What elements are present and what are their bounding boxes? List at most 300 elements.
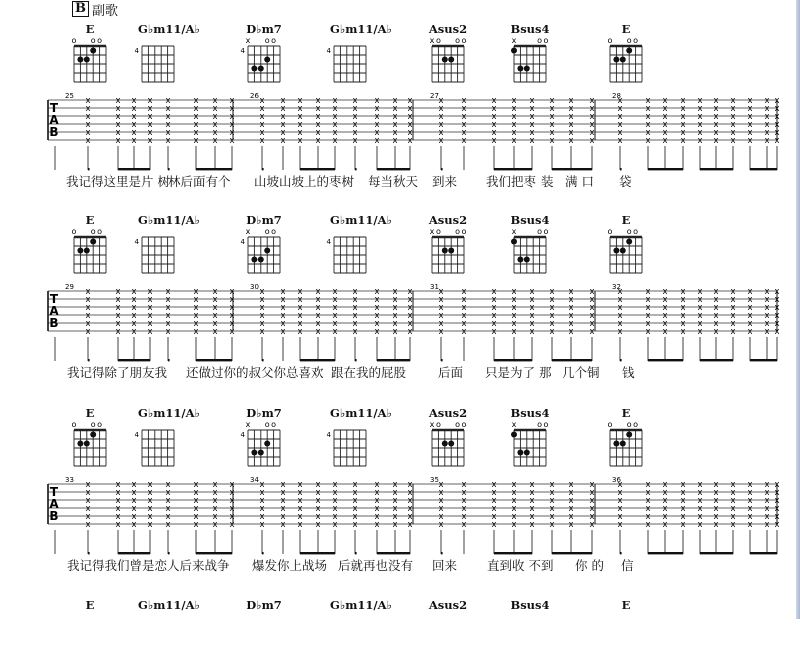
muted-note: x — [617, 488, 623, 498]
muted-note: x — [549, 96, 555, 106]
lyric-fragment: 我记得除了朋友我 — [67, 365, 168, 380]
muted-note: x — [297, 287, 303, 297]
muted-note: x — [229, 504, 235, 514]
lyric-fragment: 装 — [541, 174, 554, 189]
chord-name: Bsus4 — [510, 213, 550, 227]
muted-note: x — [392, 311, 398, 321]
finger-dot — [517, 66, 523, 72]
muted-note: x — [259, 136, 265, 146]
muted-note: x — [568, 295, 574, 305]
muted-note: x — [392, 319, 398, 329]
muted-note: x — [193, 295, 199, 305]
chord-grid — [430, 420, 467, 466]
section-name: 副歌 — [92, 3, 119, 19]
muted-note: x — [438, 496, 444, 506]
muted-note: x — [662, 504, 668, 514]
lyric-fragment: 回来 — [432, 558, 458, 573]
muted-note: x — [589, 96, 595, 106]
chord-diagrams — [0, 598, 800, 668]
open-string-mark: o — [607, 420, 613, 429]
muted-note: x — [589, 496, 595, 506]
muted-note: x — [193, 504, 199, 514]
muted-note: x — [589, 136, 595, 146]
muted-note: x — [680, 136, 686, 146]
muted-note: x — [730, 520, 736, 530]
muted-note: x — [491, 136, 497, 146]
muted-note: x — [165, 496, 171, 506]
chord-grid — [511, 420, 549, 466]
muted-note: x — [438, 319, 444, 329]
muted-note: x — [747, 128, 753, 138]
muted-note: x — [374, 303, 380, 313]
lyric-fragment: 几个铜 — [562, 365, 600, 380]
muted-note: x — [491, 112, 497, 122]
measure-number: 28 — [612, 92, 621, 100]
beam — [700, 168, 733, 170]
muted-note: x — [212, 287, 218, 297]
muted-note: x — [407, 303, 413, 313]
muted-note: x — [297, 488, 303, 498]
muted-note: x — [352, 512, 358, 522]
muted-note: x — [165, 303, 171, 313]
chord-name: G♭m11/A♭ — [330, 22, 392, 36]
muted-note: x — [131, 287, 137, 297]
muted-note: x — [774, 327, 780, 337]
muted-note: x — [280, 480, 286, 490]
muted-note: x — [774, 480, 780, 490]
muted-note: x — [491, 311, 497, 321]
muted-note: x — [589, 520, 595, 530]
muted-note: x — [131, 136, 137, 146]
muted-note: x — [461, 96, 467, 106]
finger-dot — [620, 248, 626, 254]
muted-note: x — [697, 496, 703, 506]
muted-note: x — [147, 327, 153, 337]
finger-dot — [77, 441, 83, 447]
chord-name: Asus2 — [428, 213, 468, 227]
muted-note: x — [229, 303, 235, 313]
muted-note: x — [697, 96, 703, 106]
chord-grid — [608, 420, 642, 466]
muted-note: x — [511, 295, 517, 305]
muted-note: x — [549, 136, 555, 146]
muted-note: x — [747, 96, 753, 106]
muted-note: x — [568, 496, 574, 506]
muted-note: x — [193, 496, 199, 506]
muted-note: x — [549, 520, 555, 530]
muted-note: x — [549, 512, 555, 522]
muted-note: x — [645, 303, 651, 313]
muted-note: x — [259, 488, 265, 498]
muted-note: x — [85, 488, 91, 498]
muted-note: x — [392, 136, 398, 146]
muted-note: x — [392, 287, 398, 297]
muted-note: x — [645, 287, 651, 297]
muted-note: x — [697, 303, 703, 313]
muted-note: x — [697, 112, 703, 122]
muted-note: x — [212, 128, 218, 138]
beam — [552, 359, 592, 361]
muted-note: x — [568, 520, 574, 530]
muted-note: x — [332, 311, 338, 321]
muted-note: x — [529, 287, 535, 297]
muted-note: x — [730, 96, 736, 106]
muted-note: x — [332, 488, 338, 498]
section-marker — [72, 0, 118, 18]
open-string-mark: o — [455, 420, 461, 429]
muted-note: x — [165, 295, 171, 305]
muted-note: x — [747, 136, 753, 146]
muted-note: x — [407, 136, 413, 146]
beam — [494, 168, 532, 170]
muted-note: x — [297, 504, 303, 514]
muted-note: x — [193, 520, 199, 530]
muted-note: x — [229, 496, 235, 506]
muted-note: x — [165, 480, 171, 490]
muted-note: x — [374, 488, 380, 498]
muted-note: x — [461, 480, 467, 490]
tab-clef-letter: B — [49, 316, 59, 330]
muted-note: x — [747, 120, 753, 130]
muted-note: x — [332, 520, 338, 530]
muted-note: x — [491, 504, 497, 514]
muted-note: x — [115, 96, 121, 106]
muted-note: x — [697, 287, 703, 297]
finger-dot — [258, 66, 264, 72]
muted-note: x — [747, 104, 753, 114]
lyric-fragment: 只是为了 那 — [485, 365, 552, 380]
muted-note: x — [461, 295, 467, 305]
muted-note: x — [280, 104, 286, 114]
finger-dot — [77, 57, 83, 63]
muted-note: x — [259, 496, 265, 506]
muted-note: x — [713, 136, 719, 146]
finger-dot — [442, 248, 448, 254]
finger-dot — [448, 248, 454, 254]
muted-note: x — [549, 496, 555, 506]
open-string-mark: o — [97, 36, 103, 45]
muted-note: x — [680, 504, 686, 514]
beam — [648, 359, 683, 361]
muted-note: x — [352, 520, 358, 530]
muted-note: x — [774, 136, 780, 146]
finger-dot — [448, 441, 454, 447]
muted-note: x — [680, 319, 686, 329]
muted-note: x — [352, 112, 358, 122]
muted-note: x — [280, 295, 286, 305]
open-string-mark: o — [455, 227, 461, 236]
muted-note: x — [730, 311, 736, 321]
muted-note: x — [589, 104, 595, 114]
muted-note: x — [730, 512, 736, 522]
muted-note: x — [352, 496, 358, 506]
muted-note: x — [392, 104, 398, 114]
muted-note: x — [645, 504, 651, 514]
muted-note: x — [85, 520, 91, 530]
muted-note: x — [229, 311, 235, 321]
muted-note: x — [297, 512, 303, 522]
muted-note: x — [315, 512, 321, 522]
muted-note: x — [438, 287, 444, 297]
muted-note: x — [259, 104, 265, 114]
muted-note: x — [147, 104, 153, 114]
muted-note: x — [85, 136, 91, 146]
muted-note: x — [529, 104, 535, 114]
muted-note: x — [491, 96, 497, 106]
muted-note: x — [259, 96, 265, 106]
muted-note: x — [212, 136, 218, 146]
muted-note: x — [491, 327, 497, 337]
muted-note: x — [332, 104, 338, 114]
muted-note: x — [165, 104, 171, 114]
muted-note: x — [280, 327, 286, 337]
muted-note: x — [662, 128, 668, 138]
muted-note: x — [662, 112, 668, 122]
lyric-fragment: 直到收 不到 — [487, 558, 554, 573]
muted-note: x — [85, 112, 91, 122]
finger-dot — [524, 450, 530, 456]
muted-note: x — [297, 96, 303, 106]
muted-note: x — [332, 96, 338, 106]
muted-note: x — [131, 480, 137, 490]
muted-note: x — [315, 480, 321, 490]
muted-note: x — [529, 96, 535, 106]
muted-note: x — [491, 480, 497, 490]
muted-note: x — [259, 303, 265, 313]
lyric-fragment: 袋 — [619, 174, 632, 189]
muted-note: x — [680, 512, 686, 522]
section-letter: B — [72, 1, 89, 17]
muted-note: x — [680, 96, 686, 106]
beam — [750, 552, 777, 554]
muted-note: x — [617, 512, 623, 522]
muted-note: x — [280, 112, 286, 122]
muted-note: x — [259, 504, 265, 514]
muted-note: x — [229, 319, 235, 329]
muted-note: x — [617, 96, 623, 106]
muted-note: x — [747, 488, 753, 498]
muted-note: x — [115, 488, 121, 498]
muted-note: x — [165, 327, 171, 337]
muted-note: x — [315, 520, 321, 530]
muted-note: x — [774, 488, 780, 498]
muted-note: x — [568, 319, 574, 329]
muted-note: x — [193, 488, 199, 498]
open-string-mark: o — [455, 36, 461, 45]
muted-note: x — [697, 311, 703, 321]
muted-note: x — [730, 136, 736, 146]
muted-note: x — [568, 504, 574, 514]
muted-note: x — [147, 496, 153, 506]
tab-staff — [0, 90, 800, 170]
muted-note: x — [764, 96, 770, 106]
muted-note: x — [549, 128, 555, 138]
chord-name: G♭m11/A♭ — [138, 22, 200, 36]
muted-note: x — [315, 112, 321, 122]
muted-note: x — [529, 504, 535, 514]
muted-note: x — [461, 327, 467, 337]
chord-name: E — [621, 213, 631, 227]
muted-note: x — [85, 120, 91, 130]
muted-note: x — [589, 480, 595, 490]
muted-note: x — [529, 520, 535, 530]
muted-note: x — [131, 496, 137, 506]
muted-note: x — [774, 295, 780, 305]
muted-note: x — [438, 120, 444, 130]
muted-note: x — [774, 319, 780, 329]
beam — [700, 359, 733, 361]
muted-note: x — [697, 488, 703, 498]
muted-note: x — [352, 327, 358, 337]
muted-note: x — [511, 104, 517, 114]
muted-note: x — [229, 327, 235, 337]
muted-note: x — [680, 128, 686, 138]
muted-note: x — [461, 504, 467, 514]
muted-note: x — [131, 104, 137, 114]
muted-note: x — [697, 128, 703, 138]
muted-note: x — [662, 96, 668, 106]
muted-note: x — [680, 112, 686, 122]
measure-number: 32 — [612, 283, 621, 291]
muted-note: x — [461, 311, 467, 321]
chord-name: E — [621, 406, 631, 420]
lyric-fragment: 后面 — [438, 365, 464, 380]
muted-note: x — [568, 327, 574, 337]
muted-string-mark: x — [511, 420, 517, 429]
finger-dot — [90, 432, 96, 438]
muted-note: x — [297, 112, 303, 122]
muted-note: x — [713, 504, 719, 514]
muted-note: x — [568, 104, 574, 114]
muted-note: x — [774, 520, 780, 530]
muted-note: x — [529, 480, 535, 490]
muted-note: x — [85, 480, 91, 490]
muted-note: x — [491, 319, 497, 329]
muted-string-mark: x — [245, 420, 251, 429]
muted-note: x — [764, 512, 770, 522]
muted-note: x — [85, 295, 91, 305]
muted-note: x — [407, 112, 413, 122]
muted-note: x — [713, 128, 719, 138]
muted-note: x — [461, 520, 467, 530]
muted-note: x — [193, 287, 199, 297]
finger-dot — [524, 257, 530, 263]
muted-note: x — [212, 319, 218, 329]
muted-note: x — [297, 104, 303, 114]
open-string-mark: o — [461, 227, 467, 236]
muted-note: x — [764, 303, 770, 313]
muted-note: x — [332, 295, 338, 305]
finger-dot — [511, 432, 517, 438]
muted-note: x — [147, 311, 153, 321]
muted-note: x — [297, 480, 303, 490]
muted-note: x — [229, 287, 235, 297]
muted-note: x — [730, 303, 736, 313]
muted-note: x — [662, 512, 668, 522]
muted-note: x — [297, 128, 303, 138]
muted-note: x — [697, 504, 703, 514]
finger-dot — [77, 248, 83, 254]
chord-grid — [72, 36, 106, 82]
muted-note: x — [568, 480, 574, 490]
muted-note: x — [764, 287, 770, 297]
muted-note: x — [392, 480, 398, 490]
muted-note: x — [764, 112, 770, 122]
muted-note: x — [697, 480, 703, 490]
muted-note: x — [352, 120, 358, 130]
muted-note: x — [568, 311, 574, 321]
fret-number: 4 — [240, 47, 245, 55]
muted-note: x — [662, 488, 668, 498]
muted-note: x — [332, 496, 338, 506]
chord-name: G♭m11/A♭ — [138, 213, 200, 227]
muted-note: x — [147, 128, 153, 138]
muted-note: x — [297, 120, 303, 130]
muted-note: x — [645, 311, 651, 321]
open-string-mark: o — [97, 420, 103, 429]
muted-note: x — [662, 120, 668, 130]
finger-dot — [264, 57, 270, 63]
muted-note: x — [147, 504, 153, 514]
lyrics-line — [0, 363, 800, 381]
muted-note: x — [374, 496, 380, 506]
muted-note: x — [212, 488, 218, 498]
open-string-mark: o — [633, 420, 639, 429]
muted-note: x — [645, 488, 651, 498]
muted-note: x — [568, 303, 574, 313]
muted-note: x — [645, 520, 651, 530]
muted-note: x — [352, 96, 358, 106]
muted-note: x — [662, 303, 668, 313]
muted-note: x — [352, 104, 358, 114]
muted-note: x — [374, 520, 380, 530]
muted-note: x — [315, 327, 321, 337]
muted-note: x — [332, 303, 338, 313]
muted-note: x — [165, 488, 171, 498]
muted-note: x — [315, 128, 321, 138]
muted-note: x — [568, 488, 574, 498]
muted-note: x — [511, 112, 517, 122]
muted-note: x — [392, 496, 398, 506]
chord-name: E — [85, 213, 95, 227]
muted-note: x — [491, 120, 497, 130]
muted-string-mark: x — [245, 36, 251, 45]
muted-note: x — [730, 488, 736, 498]
chord-name: Bsus4 — [510, 22, 550, 36]
muted-note: x — [730, 295, 736, 305]
muted-note: x — [131, 504, 137, 514]
muted-note: x — [229, 112, 235, 122]
muted-note: x — [438, 136, 444, 146]
muted-note: x — [568, 128, 574, 138]
finger-dot — [524, 66, 530, 72]
beam — [300, 168, 335, 170]
tab-clef-letter: A — [49, 497, 59, 511]
muted-note: x — [438, 504, 444, 514]
finger-dot — [442, 441, 448, 447]
muted-note: x — [589, 120, 595, 130]
muted-note: x — [764, 496, 770, 506]
muted-note: x — [297, 327, 303, 337]
muted-note: x — [352, 480, 358, 490]
muted-note: x — [461, 112, 467, 122]
muted-note: x — [662, 480, 668, 490]
muted-note: x — [374, 319, 380, 329]
open-string-mark: o — [537, 227, 543, 236]
tab-clef-letter: B — [49, 509, 59, 523]
muted-note: x — [374, 311, 380, 321]
muted-note: x — [568, 136, 574, 146]
